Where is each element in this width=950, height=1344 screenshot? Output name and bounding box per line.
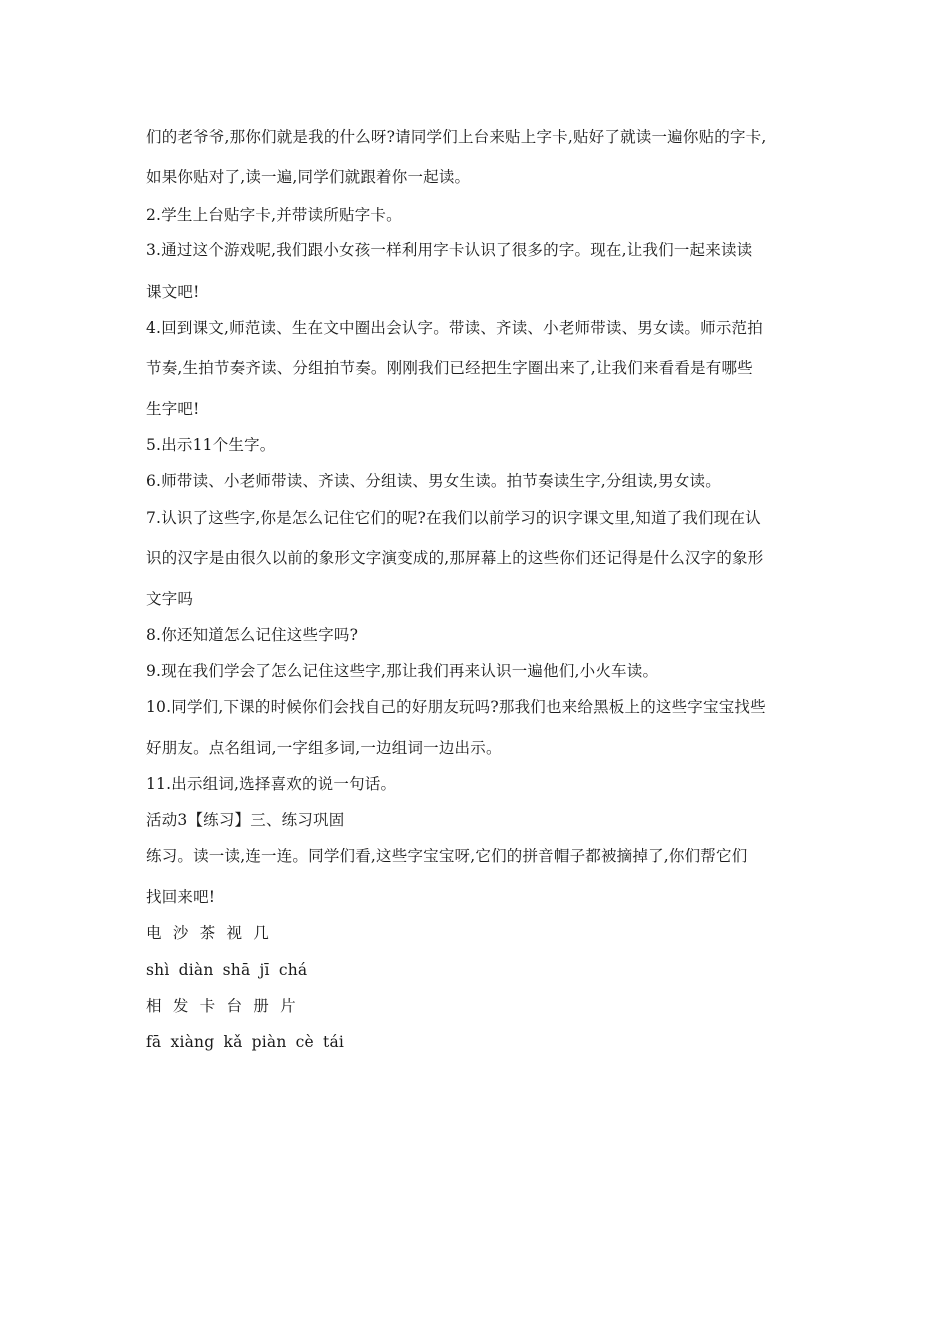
text-line: 找回来吧! (146, 888, 216, 906)
text-line: 9.现在我们学会了怎么记住这些字,那让我们再来认识一遍他们,小火车读。 (146, 662, 659, 680)
text-line: 5.出示11个生字。 (146, 436, 276, 454)
text-line: 生字吧! (146, 400, 200, 418)
text-line: 练习。读一读,连一连。同学们看,这些字宝宝呀,它们的拼音帽子都被摘掉了,你们帮它们 (146, 847, 748, 865)
text-line: 识的汉字是由很久以前的象形文字演变成的,那屏幕上的这些你们还记得是什么汉字的象形 (146, 549, 764, 567)
text-line: 们的老爷爷,那你们就是我的什么呀?请同学们上台来贴上字卡,贴好了就读一遍你贴的字卡, (146, 128, 767, 146)
text-line: 8.你还知道怎么记住这些字吗? (146, 626, 359, 644)
text-line: 2.学生上台贴字卡,并带读所贴字卡。 (146, 206, 402, 224)
text-line: 如果你贴对了,读一遍,同学们就跟着你一起读。 (146, 168, 471, 186)
text-line: 课文吧! (146, 283, 200, 301)
text-line: 4.回到课文,师范读、生在文中圈出会认字。带读、齐读、小老师带读、男女读。师示范拍 (146, 319, 763, 337)
character-row: 电 沙 茶 视 几 (146, 924, 270, 942)
text-line: 10.同学们,下课的时候你们会找自己的好朋友玩吗?那我们也来给黑板上的这些字宝宝找些 (146, 698, 766, 716)
text-line: 好朋友。点名组词,一字组多词,一边组词一边出示。 (146, 739, 502, 757)
activity-heading: 活动3【练习】三、练习巩固 (146, 811, 345, 829)
pinyin-row: shì diàn shā jī chá (146, 961, 308, 979)
text-line: 6.师带读、小老师带读、齐读、分组读、男女生读。拍节奏读生字,分组读,男女读。 (146, 472, 721, 490)
character-row: 相 发 卡 台 册 片 (146, 997, 296, 1015)
text-line: 3.通过这个游戏呢,我们跟小女孩一样利用字卡认识了很多的字。现在,让我们一起来读读 (146, 241, 753, 259)
text-line: 节奏,生拍节奏齐读、分组拍节奏。刚刚我们已经把生字圈出来了,让我们来看看是有哪些 (146, 359, 753, 377)
text-line: 11.出示组词,选择喜欢的说一句话。 (146, 775, 397, 793)
text-line: 文字吗 (146, 590, 194, 608)
pinyin-row: fā xiàng kǎ piàn cè tái (146, 1033, 345, 1051)
text-line: 7.认识了这些字,你是怎么记住它们的呢?在我们以前学习的识字课文里,知道了我们现在认 (146, 509, 761, 527)
